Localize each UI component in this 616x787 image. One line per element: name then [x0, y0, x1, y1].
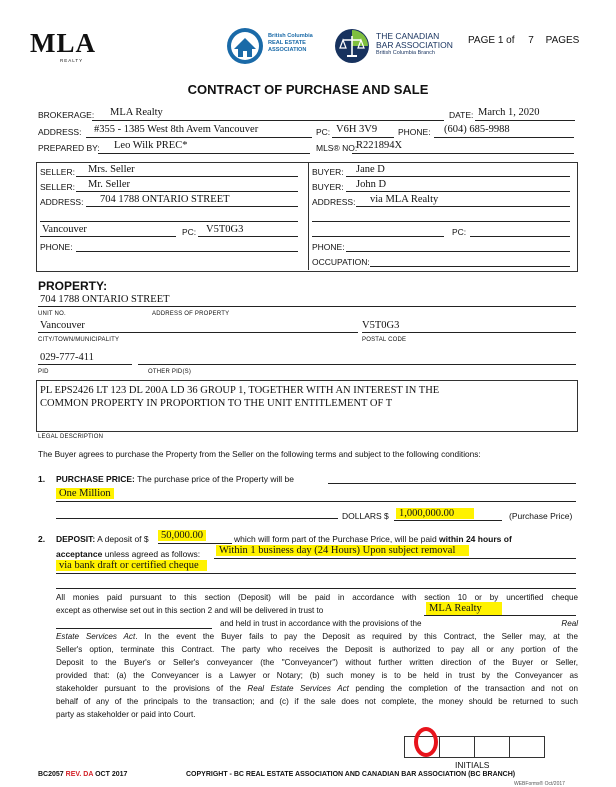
brokerage-pc-value[interactable]: V6H 3V9	[336, 124, 378, 135]
buyer-pc-label: PC:	[452, 227, 467, 237]
mls-label: MLS® NO:	[316, 143, 358, 153]
para-line3-italic: Real	[561, 619, 578, 628]
para-line9: behalf of any of the principals to the transaction; and (c) if the sale does not complete, the money should be returned to such	[56, 697, 578, 706]
seller-pc-label: PC:	[182, 227, 197, 237]
section2-text3: acceptance	[56, 549, 103, 559]
date-label: DATE:	[449, 110, 474, 120]
cba-line1: THE CANADIAN	[376, 31, 440, 41]
section1-number: 1.	[38, 474, 46, 484]
section2-text2: which will form part of the Purchase Price, will be paid	[234, 534, 437, 544]
section2-text2b: within 24 hours of	[439, 534, 512, 544]
para-line1: All monies paid pursuant to this section (Deposit) will be paid in accordance with section 10 or by uncertified cheque	[56, 593, 578, 602]
bcrea-logo	[226, 27, 326, 67]
cba-line3: British Columbia Branch	[376, 50, 435, 56]
purchase-price-suffix: (Purchase Price)	[509, 511, 573, 521]
deposit-paragraph	[56, 591, 578, 721]
footer-form-id	[38, 771, 127, 778]
brokerage-pc-label: PC:	[316, 127, 331, 137]
property-postal-value[interactable]: V5T0G3	[362, 320, 400, 331]
logo-text: MLA	[30, 28, 96, 58]
para-line2: except as otherwise set out in this section 2 and will be delivered in trust to	[56, 606, 324, 615]
initials-box-4[interactable]	[509, 736, 545, 758]
buyer2-value[interactable]: John D	[356, 179, 387, 190]
deposit-terms-line2[interactable]	[56, 560, 207, 571]
price-words-value[interactable]: One Million	[56, 488, 114, 499]
seller-city-value[interactable]: Vancouver	[42, 224, 87, 235]
buyer-occupation-label: OCCUPATION:	[312, 257, 370, 267]
trust-holder-value[interactable]: MLA Realty	[426, 602, 502, 615]
brokerage-phone-value[interactable]: (604) 685-9988	[444, 124, 510, 135]
cba-line2: BAR ASSOCIATION	[376, 40, 453, 50]
other-pid-label: OTHER PID(S)	[148, 369, 192, 375]
para-line6: Deposit to the Buyer's or Seller's conveyancer (the "Conveyancer") without further written direction of the Buyer or Seller,	[56, 658, 578, 667]
section2-line1	[56, 534, 149, 544]
section2-text3b: unless agreed as follows:	[104, 549, 201, 559]
seller-phone-label: PHONE:	[40, 242, 73, 252]
intro-text: The Buyer agrees to purchase the Property from the Seller on the following terms and subject to the following conditions:	[38, 449, 481, 459]
price-amount-value[interactable]: 1,000,000.00	[396, 508, 474, 519]
para-line5: Seller's option, terminate this Contract. The party who receives the Deposit is authorized to pay all or any portion of the	[56, 645, 578, 654]
section1-heading: PURCHASE PRICE:	[56, 474, 135, 484]
para-line8-italic: Real Estate Services Act	[247, 684, 349, 693]
para-line3: and held in trust in accordance with the provisions of the	[220, 619, 422, 628]
section1-text: The purchase price of the Property will be	[137, 474, 294, 484]
cba-logo	[334, 27, 454, 67]
seller-address-value[interactable]: 704 1788 ONTARIO STREET	[100, 194, 230, 205]
document-title: CONTRACT OF PURCHASE AND SALE	[187, 82, 429, 97]
deposit-terms-value1[interactable]: Within 1 business day (24 Hours) Upon subject removal	[216, 545, 469, 556]
bcrea-house-icon	[226, 27, 264, 65]
bcrea-line3: ASSOCIATION	[268, 47, 307, 53]
address-of-property-label: ADDRESS OF PROPERTY	[152, 311, 230, 317]
brokerage-phone-label: PHONE:	[398, 127, 431, 137]
brokerage-label: BROKERAGE:	[38, 110, 95, 120]
price-amount[interactable]	[396, 508, 474, 519]
property-heading: PROPERTY:	[38, 279, 108, 293]
deposit-amount-value[interactable]: 50,000.00	[158, 530, 206, 541]
seller1-value[interactable]: Mrs. Seller	[88, 164, 135, 175]
property-street-value[interactable]: 704 1788 ONTARIO STREET	[40, 294, 170, 305]
section2-line2	[56, 549, 200, 559]
page-indicator	[468, 35, 579, 46]
seller2-value[interactable]: Mr. Seller	[88, 179, 130, 190]
buyer1-value[interactable]: Jane D	[356, 164, 385, 175]
unit-no-label: UNIT NO.	[38, 311, 66, 317]
buyer2-label: BUYER:	[312, 182, 344, 192]
pid-label: PID	[38, 369, 49, 375]
para-line10: party as stakeholder or paid into Court.	[56, 710, 196, 719]
postal-code-label: POSTAL CODE	[362, 337, 407, 343]
para-line4-italic: Estate Services Act	[56, 632, 136, 641]
footer-rev: REV. DA	[65, 771, 94, 778]
legal-description-value[interactable]: PL EPS2426 LT 123 DL 200A LD 36 GROUP 1, TOGETHER WITH AN INTEREST IN THE COMMON PROPERTY IN PROPORTION TO THE UNIT ENTITLEMENT OF T	[40, 385, 440, 409]
para-line8b: pending the completion of the transaction and not on	[355, 684, 579, 693]
section2-line1-rest	[234, 534, 512, 544]
page-total: 7	[528, 35, 534, 46]
bcrea-line1: British Columbia	[268, 33, 313, 39]
brokerage-logo	[30, 28, 110, 63]
para-line4: . In the event the Buyer fails to pay the Deposit as required by this Contract, the Seller may, at the	[135, 632, 578, 641]
initials-label: INITIALS	[455, 760, 490, 770]
logo-subtext: REALTY	[60, 58, 84, 63]
prepared-by-value[interactable]: Leo Wilk PREC*	[114, 140, 188, 151]
footer-form: BC2057	[38, 771, 64, 778]
footer-tiny: WEBForms® Oct/2017	[514, 781, 565, 787]
deposit-amount[interactable]	[158, 530, 206, 541]
prepared-by-label: PREPARED BY:	[38, 143, 100, 153]
brokerage-value[interactable]: MLA Realty	[110, 107, 163, 118]
initials-box-2[interactable]	[439, 736, 475, 758]
deposit-terms-value2[interactable]: via bank draft or certified cheque	[56, 560, 207, 571]
initials-boxes	[404, 736, 544, 758]
seller-pc-value[interactable]: V5T0G3	[206, 224, 244, 235]
footer-copyright: COPYRIGHT - BC REAL ESTATE ASSOCIATION AND CANADIAN BAR ASSOCIATION (BC BRANCH)	[186, 771, 516, 778]
brokerage-address-value[interactable]: #355 - 1385 West 8th Avem Vancouver	[94, 124, 259, 135]
bcrea-line2: REAL ESTATE	[268, 40, 306, 46]
pid-value[interactable]: 029-777-411	[40, 352, 94, 363]
legal-description-label: LEGAL DESCRIPTION	[38, 434, 104, 440]
footer-date: OCT 2017	[95, 771, 128, 778]
scales-of-justice-icon	[334, 28, 370, 64]
buyer1-label: BUYER:	[312, 167, 344, 177]
city-label: CITY/TOWN/MUNICIPALITY	[38, 337, 120, 343]
page-label: PAGE 1 of	[468, 35, 515, 46]
seller2-label: SELLER:	[40, 182, 75, 192]
date-value[interactable]: March 1, 2020	[478, 107, 540, 118]
buyer-phone-label: PHONE:	[312, 242, 345, 252]
para-line8a: stakeholder pursuant to the provisions of the	[56, 684, 241, 693]
pages-label: PAGES	[545, 35, 580, 46]
dollars-label: DOLLARS $	[342, 511, 389, 521]
section2-text1: A deposit of $	[97, 534, 149, 544]
address-label: ADDRESS:	[38, 127, 82, 137]
section2-number: 2.	[38, 534, 46, 544]
deposit-terms-line1[interactable]	[216, 545, 469, 556]
section1-line	[56, 474, 294, 484]
seller1-label: SELLER:	[40, 167, 75, 177]
property-city-value[interactable]: Vancouver	[40, 320, 85, 331]
buyer-address-label: ADDRESS:	[312, 197, 356, 207]
price-in-words[interactable]	[56, 488, 114, 499]
seller-address-label: ADDRESS:	[40, 197, 84, 207]
initials-box-3[interactable]	[474, 736, 510, 758]
initials-circle-mark	[414, 727, 438, 757]
section2-heading: DEPOSIT:	[56, 534, 96, 544]
mls-value[interactable]: R221894X	[356, 140, 403, 151]
buyer-address-value[interactable]: via MLA Realty	[370, 194, 439, 205]
para-line7: provided that: (a) the Conveyancer is a Lawyer or Notary; (b) such money is to be held in trust by the Conveyancer as	[56, 671, 578, 680]
